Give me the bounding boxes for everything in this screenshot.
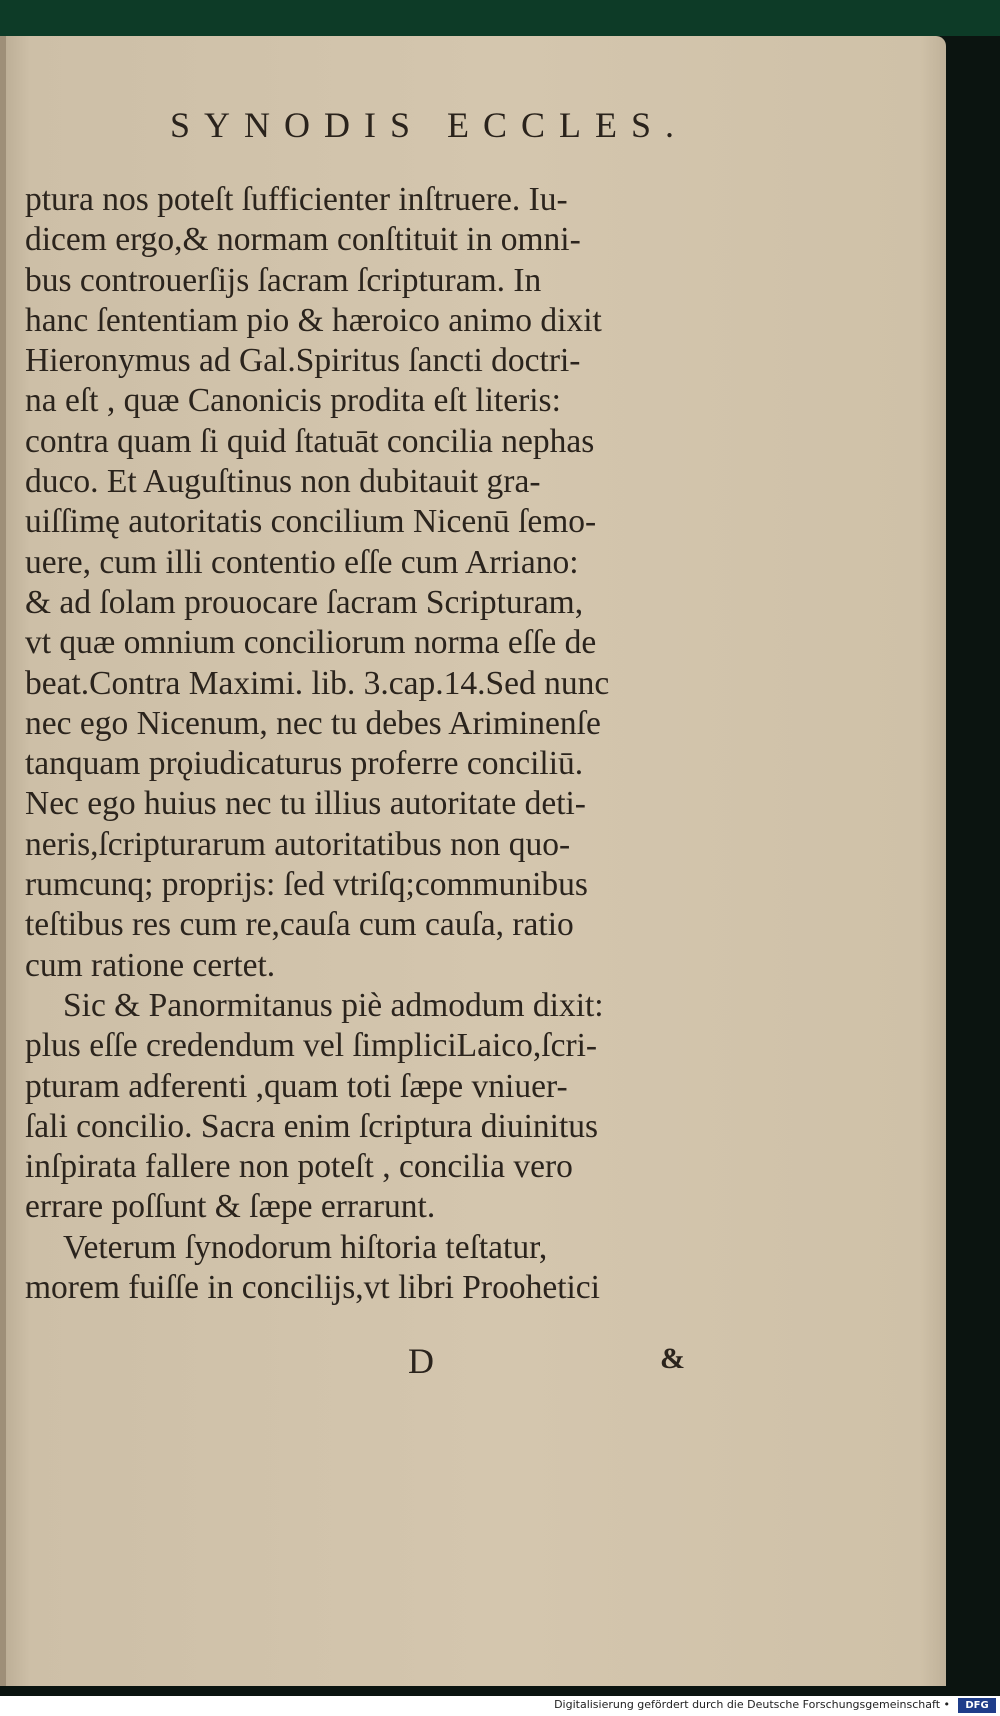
text-line: contra quam ſi quid ſtatuāt concilia nephas [25,422,595,460]
text-line: & ad ſolam prouocare ſacram Scripturam, [25,583,584,621]
text-line: cum ratione certet. [25,946,276,984]
page-binding-edge [0,36,6,1686]
text-line: neris,ſcripturarum autoritatibus non quo- [25,825,571,863]
running-header: SYNODIS ECCLES. [170,105,689,145]
text-line: duco. Et Auguſtinus non dubitauit gra- [25,463,541,501]
catchword: & [660,1342,685,1375]
dfg-credit-text: Digitalisierung gefördert durch die Deutsche Forschungsgemeinschaft • [554,1698,950,1711]
text-line: inſpirata fallere non poteſt , concilia vero [25,1148,573,1186]
text-line: ptura nos poteſt ſufficienter inſtruere. Iu- [25,181,568,218]
text-line: uiſſimę autoritatis concilium Nicenū ſemo- [25,503,597,541]
text-line: plus eſſe credendum vel ſimpliciLaico,ſcri- [25,1027,598,1065]
text-line: dicem ergo,& normam conſtituit in omni- [25,221,581,259]
text-line: Hieronymus ad Gal.Spiritus ſancti doctri- [25,342,581,380]
scan-top-border [0,0,1000,36]
text-line: uere, cum illi contentio eſſe cum Arriano: [25,543,579,581]
signature-mark: D [408,1341,434,1381]
text-line: teſtibus res cum re,cauſa cum cauſa, ratio [25,906,574,944]
text-line: Nec ego huius nec tu illius autoritate deti- [25,785,586,823]
text-line: Veterum ſynodorum hiſtoria teſtatur, [63,1228,548,1266]
text-line: tanquam prǫiudicaturus proferre conciliū. [25,745,584,783]
text-line: pturam adferenti ,quam toti ſæpe vniuer- [25,1067,568,1105]
text-line: morem fuiſſe in concilijs,vt libri Proohetici [25,1269,600,1307]
text-line: Sic & Panormitanus piè admodum dixit: [63,986,604,1024]
text-line: rumcunq; proprijs: ſed vtriſq;communibus [25,866,588,904]
text-line: errare poſſunt & ſæpe errarunt. [25,1188,436,1226]
text-line: bus controuerſijs ſacram ſcripturam. In [25,261,542,299]
text-line: vt quæ omnium conciliorum norma eſſe de [25,624,597,662]
text-line: nec ego Nicenum, nec tu debes Ariminenſe [25,704,601,742]
text-line: na eſt , quæ Canonicis prodita eſt literis: [25,382,561,420]
dfg-logo-icon: DFG [958,1698,996,1713]
text-line: beat.Contra Maximi. lib. 3.cap.14.Sed nunc [25,664,610,702]
text-line: hanc ſententiam pio & hæroico animo dixit [25,301,602,339]
credit-bar [0,1696,1000,1716]
text-line: ſali concilio. Sacra enim ſcriptura diuinitus [25,1107,599,1145]
body-text [25,180,705,1308]
page-footer [0,1340,946,1380]
